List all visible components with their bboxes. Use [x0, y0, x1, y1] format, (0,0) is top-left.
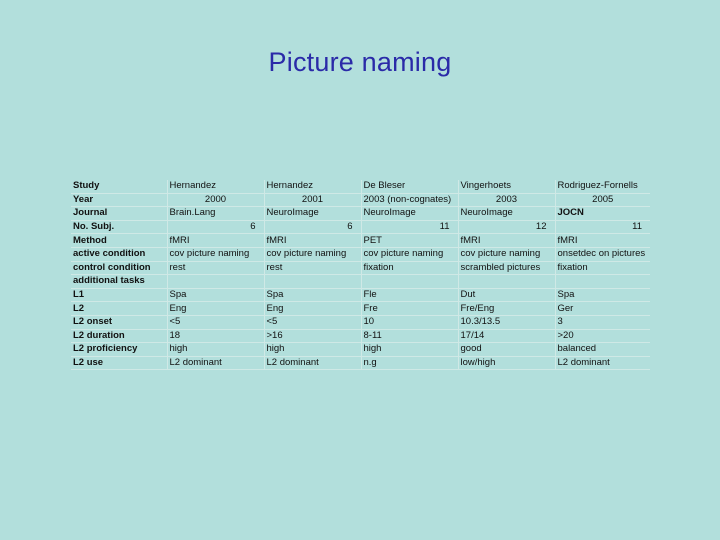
row-label: Year [71, 193, 167, 207]
table-cell: NeuroImage [458, 207, 555, 221]
table-cell: cov picture naming [458, 247, 555, 261]
table-cell: 18 [167, 329, 264, 343]
table-row-l2-proficiency [71, 343, 650, 357]
table-cell: fMRI [167, 234, 264, 248]
studies-table [71, 180, 650, 370]
cell-value: 2001 [301, 193, 324, 205]
table-cell: Hernandez [167, 180, 264, 193]
cell-value: 2003 [495, 193, 518, 205]
cell-value: 11 [439, 221, 450, 233]
table-row-study [71, 180, 650, 193]
table-cell: NeuroImage [264, 207, 361, 221]
cell-value: 6 [347, 221, 353, 233]
table-row-additional-tasks [71, 275, 650, 289]
table-row-year [71, 193, 650, 207]
table-cell: cov picture naming [361, 247, 458, 261]
table-cell [361, 275, 458, 289]
table-cell: 17/14 [458, 329, 555, 343]
cell-value: 2005 [592, 193, 614, 205]
table-cell: rest [264, 261, 361, 275]
table-cell: 2003 (non-cognates) [361, 193, 458, 207]
table-cell: Eng [167, 302, 264, 316]
table-cell: Ger [555, 302, 650, 316]
row-label: L2 duration [71, 329, 167, 343]
table-cell: scrambled pictures [458, 261, 555, 275]
table-cell [264, 275, 361, 289]
row-label: L2 [71, 302, 167, 316]
table-cell [264, 220, 361, 234]
table-cell: 8-11 [361, 329, 458, 343]
table-cell: 10.3/13.5 [458, 315, 555, 329]
table-row-l2-use [71, 356, 650, 370]
table-cell: Spa [264, 288, 361, 302]
table-cell [458, 220, 555, 234]
table-cell: n.g [361, 356, 458, 370]
table-cell [555, 220, 650, 234]
table-cell: fMRI [555, 234, 650, 248]
cell-value: 2000 [204, 193, 227, 205]
table-row-l2-onset [71, 315, 650, 329]
table-cell: cov picture naming [167, 247, 264, 261]
table-cell: Fre/Eng [458, 302, 555, 316]
table-cell: fMRI [458, 234, 555, 248]
table-cell: good [458, 343, 555, 357]
table-cell: fixation [361, 261, 458, 275]
table-cell: Rodriguez-Fornells [555, 180, 650, 193]
table-cell [458, 193, 555, 207]
table-cell: Hernandez [264, 180, 361, 193]
table-cell: L2 dominant [167, 356, 264, 370]
table-cell [458, 275, 555, 289]
table-cell: high [264, 343, 361, 357]
table-cell: 10 [361, 315, 458, 329]
table-cell: rest [167, 261, 264, 275]
table-cell: L2 dominant [264, 356, 361, 370]
table-cell: balanced [555, 343, 650, 357]
table-cell: onsetdec on pictures [555, 247, 650, 261]
cell-value: 12 [535, 221, 547, 233]
table-cell: Eng [264, 302, 361, 316]
table-cell: fixation [555, 261, 650, 275]
table-cell [167, 220, 264, 234]
table-row-method [71, 234, 650, 248]
table-row-l2-duration [71, 329, 650, 343]
table-cell: fMRI [264, 234, 361, 248]
table-row-l1 [71, 288, 650, 302]
table-row-subjects [71, 220, 650, 234]
row-label: active condition [71, 247, 167, 261]
row-label: Study [71, 180, 167, 193]
row-label: No. Subj. [71, 220, 167, 234]
table-row-journal [71, 207, 650, 221]
table-cell: De Bleser [361, 180, 458, 193]
table-cell [361, 220, 458, 234]
table-row-active-condition [71, 247, 650, 261]
table-cell: low/high [458, 356, 555, 370]
table-cell: high [361, 343, 458, 357]
table-cell: L2 dominant [555, 356, 650, 370]
table-cell: JOCN [555, 207, 650, 221]
table-cell: Dut [458, 288, 555, 302]
table-cell: <5 [167, 315, 264, 329]
row-label: control condition [71, 261, 167, 275]
cell-value: 6 [250, 221, 256, 233]
table-cell [555, 193, 650, 207]
table-cell: Fle [361, 288, 458, 302]
table-cell: 3 [555, 315, 650, 329]
table-cell: >20 [555, 329, 650, 343]
slide-title: Picture naming [268, 47, 452, 77]
row-label: L2 use [71, 356, 167, 370]
table-cell: >16 [264, 329, 361, 343]
row-label: L1 [71, 288, 167, 302]
row-label: L2 onset [71, 315, 167, 329]
table-cell: <5 [264, 315, 361, 329]
row-label: additional tasks [71, 275, 167, 289]
row-label: Method [71, 234, 167, 248]
table-cell: Vingerhoets [458, 180, 555, 193]
table-cell [555, 275, 650, 289]
table-cell: high [167, 343, 264, 357]
cell-value: 11 [632, 221, 642, 233]
table-cell: NeuroImage [361, 207, 458, 221]
table-cell: Spa [555, 288, 650, 302]
table-cell [264, 193, 361, 207]
row-label: Journal [71, 207, 167, 221]
table-cell: Fre [361, 302, 458, 316]
table-cell [167, 275, 264, 289]
table-cell [167, 193, 264, 207]
table-row-control-condition [71, 261, 650, 275]
table-cell: Brain.Lang [167, 207, 264, 221]
table-row-l2 [71, 302, 650, 316]
table-cell: PET [361, 234, 458, 248]
row-label: L2 proficiency [71, 343, 167, 357]
table-cell: cov picture naming [264, 247, 361, 261]
table-cell: Spa [167, 288, 264, 302]
